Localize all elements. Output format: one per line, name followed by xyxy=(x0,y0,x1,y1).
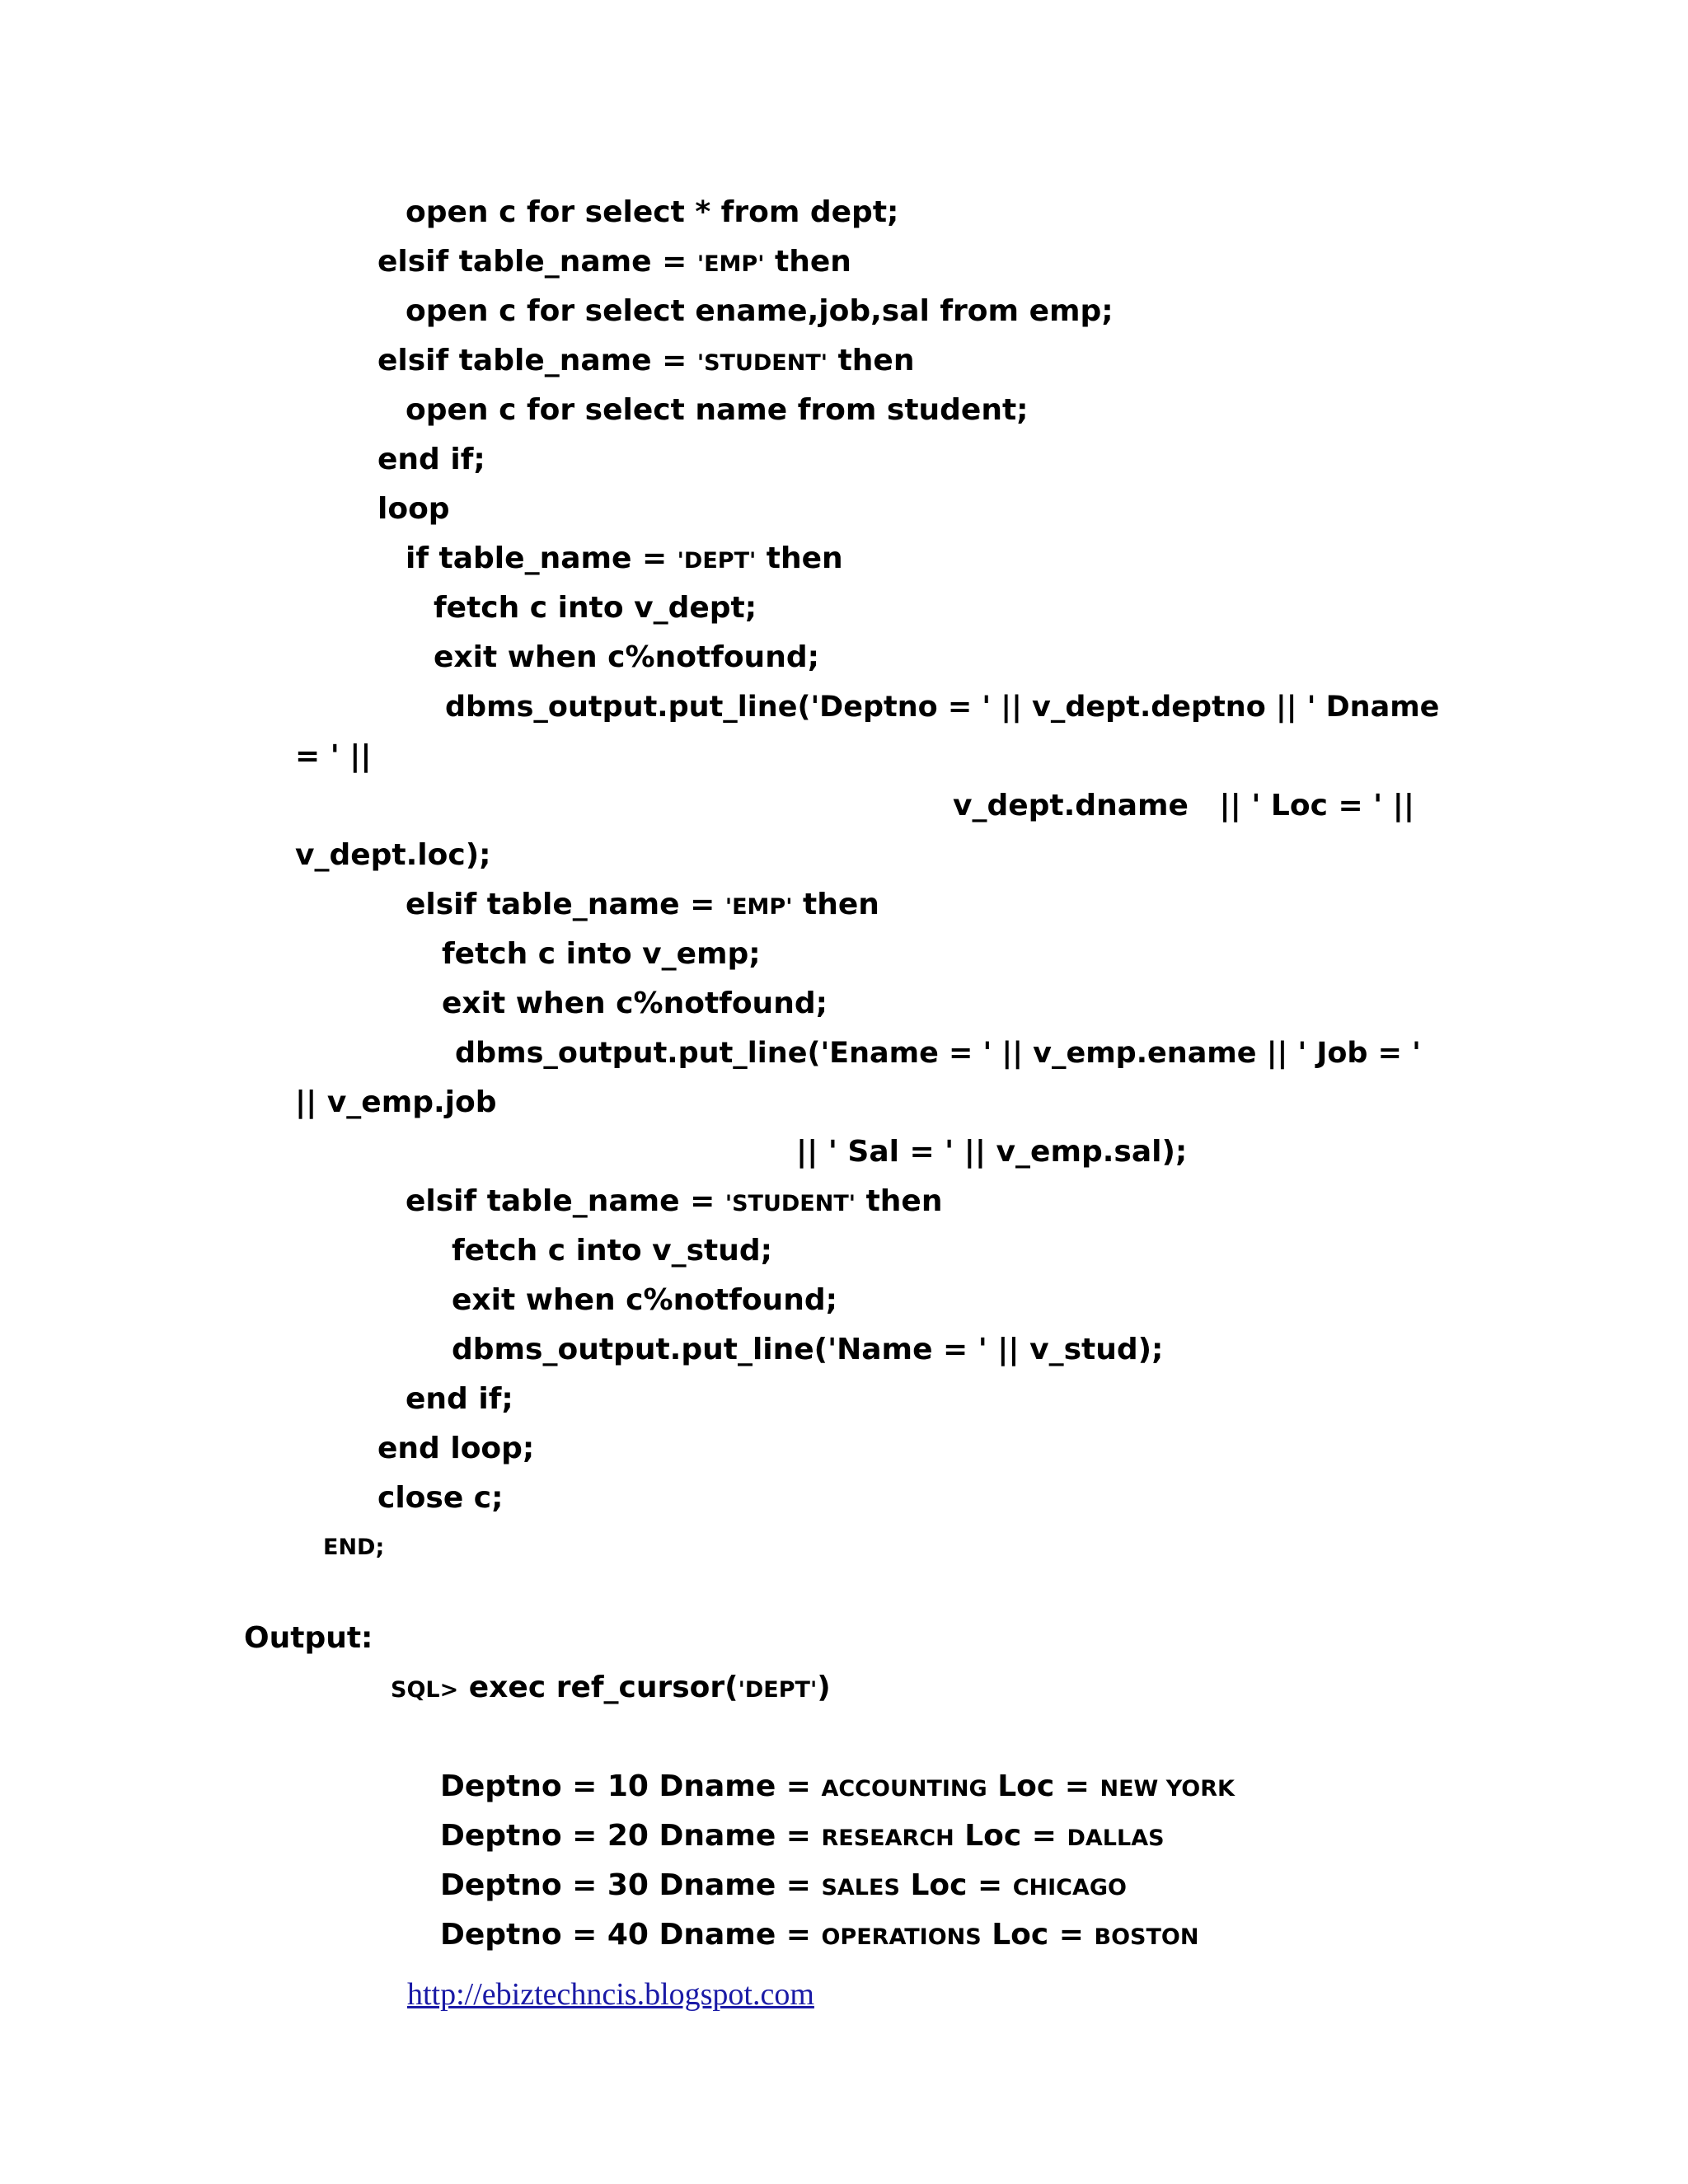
code-line: loop xyxy=(377,492,450,526)
code-line xyxy=(377,343,914,382)
code-line: exit when c%notfound; xyxy=(452,1283,837,1317)
output-row xyxy=(440,1818,1165,1857)
output-deptno: Deptno = 10 Dname = xyxy=(440,1769,822,1803)
output-loc: CHICAGO xyxy=(1012,1875,1127,1900)
sql-command xyxy=(391,1670,831,1708)
output-dname: ACCOUNTING xyxy=(821,1776,987,1802)
code-line xyxy=(377,244,851,283)
output-dname: RESEARCH xyxy=(821,1825,954,1851)
code-string: 'STUDENT' xyxy=(696,350,828,376)
sql-prompt: SQL> xyxy=(391,1677,459,1703)
output-heading: Output: xyxy=(244,1621,373,1655)
code-line: dbms_output.put_line('Deptno = ' || v_dept.deptno || ' Dname xyxy=(445,691,1440,724)
code-line xyxy=(406,887,879,926)
code-text: elsif table_name = xyxy=(377,245,697,279)
code-text: then xyxy=(828,344,915,377)
code-string: 'EMP' xyxy=(724,894,793,920)
code-line: END; xyxy=(323,1535,385,1560)
code-line: fetch c into v_stud; xyxy=(452,1234,773,1268)
code-line: dbms_output.put_line('Name = ' || v_stud); xyxy=(452,1333,1164,1366)
output-dname: OPERATIONS xyxy=(821,1924,982,1950)
sql-command-text: exec ref_cursor( xyxy=(458,1671,738,1704)
code-string: 'DEPT' xyxy=(677,548,757,574)
code-line: fetch c into v_dept; xyxy=(434,591,757,625)
output-deptno: Deptno = 20 Dname = xyxy=(440,1819,822,1853)
footer-link[interactable]: http://ebiztechncis.blogspot.com xyxy=(407,1977,814,2012)
output-row xyxy=(440,1868,1127,1906)
code-text: elsif table_name = xyxy=(406,888,725,921)
output-loc-label: Loc = xyxy=(899,1868,1013,1902)
output-row xyxy=(440,1769,1235,1807)
code-line: open c for select * from dept; xyxy=(406,195,899,229)
output-loc-label: Loc = xyxy=(954,1819,1067,1853)
code-line: exit when c%notfound; xyxy=(434,640,819,674)
code-line: v_dept.loc); xyxy=(295,838,491,872)
code-text: then xyxy=(764,245,851,279)
code-line: exit when c%notfound; xyxy=(442,987,828,1020)
code-line: || ' Sal = ' || v_emp.sal); xyxy=(796,1135,1188,1169)
code-text: if table_name = xyxy=(406,541,678,575)
code-line: fetch c into v_emp; xyxy=(442,937,761,971)
output-loc: DALLAS xyxy=(1067,1825,1165,1851)
code-line: dbms_output.put_line('Ename = ' || v_emp.ename || ' Job = ' xyxy=(455,1037,1421,1070)
code-line: close c; xyxy=(377,1481,504,1515)
output-deptno: Deptno = 40 Dname = xyxy=(440,1918,822,1952)
code-string: 'STUDENT' xyxy=(724,1191,856,1216)
output-dname: SALES xyxy=(821,1875,900,1900)
code-line: open c for select name from student; xyxy=(406,393,1029,427)
code-line: open c for select ename,job,sal from emp; xyxy=(406,294,1114,328)
code-line xyxy=(406,541,843,579)
code-text: then xyxy=(856,1184,943,1218)
code-string: 'EMP' xyxy=(696,251,765,277)
code-line: end if; xyxy=(377,443,485,476)
code-line: end loop; xyxy=(377,1432,535,1465)
code-line: end if; xyxy=(406,1382,513,1416)
output-deptno: Deptno = 30 Dname = xyxy=(440,1868,822,1902)
output-row xyxy=(440,1917,1198,1956)
output-loc: BOSTON xyxy=(1094,1924,1199,1950)
sql-command-arg: 'DEPT' xyxy=(738,1677,818,1703)
code-text: elsif table_name = xyxy=(406,1184,725,1218)
code-line: = ' || xyxy=(295,739,372,773)
output-loc-label: Loc = xyxy=(987,1769,1100,1803)
sql-command-end: ) xyxy=(817,1671,831,1704)
output-loc-label: Loc = xyxy=(981,1918,1095,1952)
code-text: then xyxy=(756,541,843,575)
output-loc: NEW YORK xyxy=(1100,1776,1235,1802)
code-text: then xyxy=(792,888,879,921)
code-line: v_dept.dname || ' Loc = ' || xyxy=(953,789,1415,823)
code-line xyxy=(406,1183,942,1222)
code-text: elsif table_name = xyxy=(377,344,697,377)
code-line: || v_emp.job xyxy=(295,1085,497,1119)
